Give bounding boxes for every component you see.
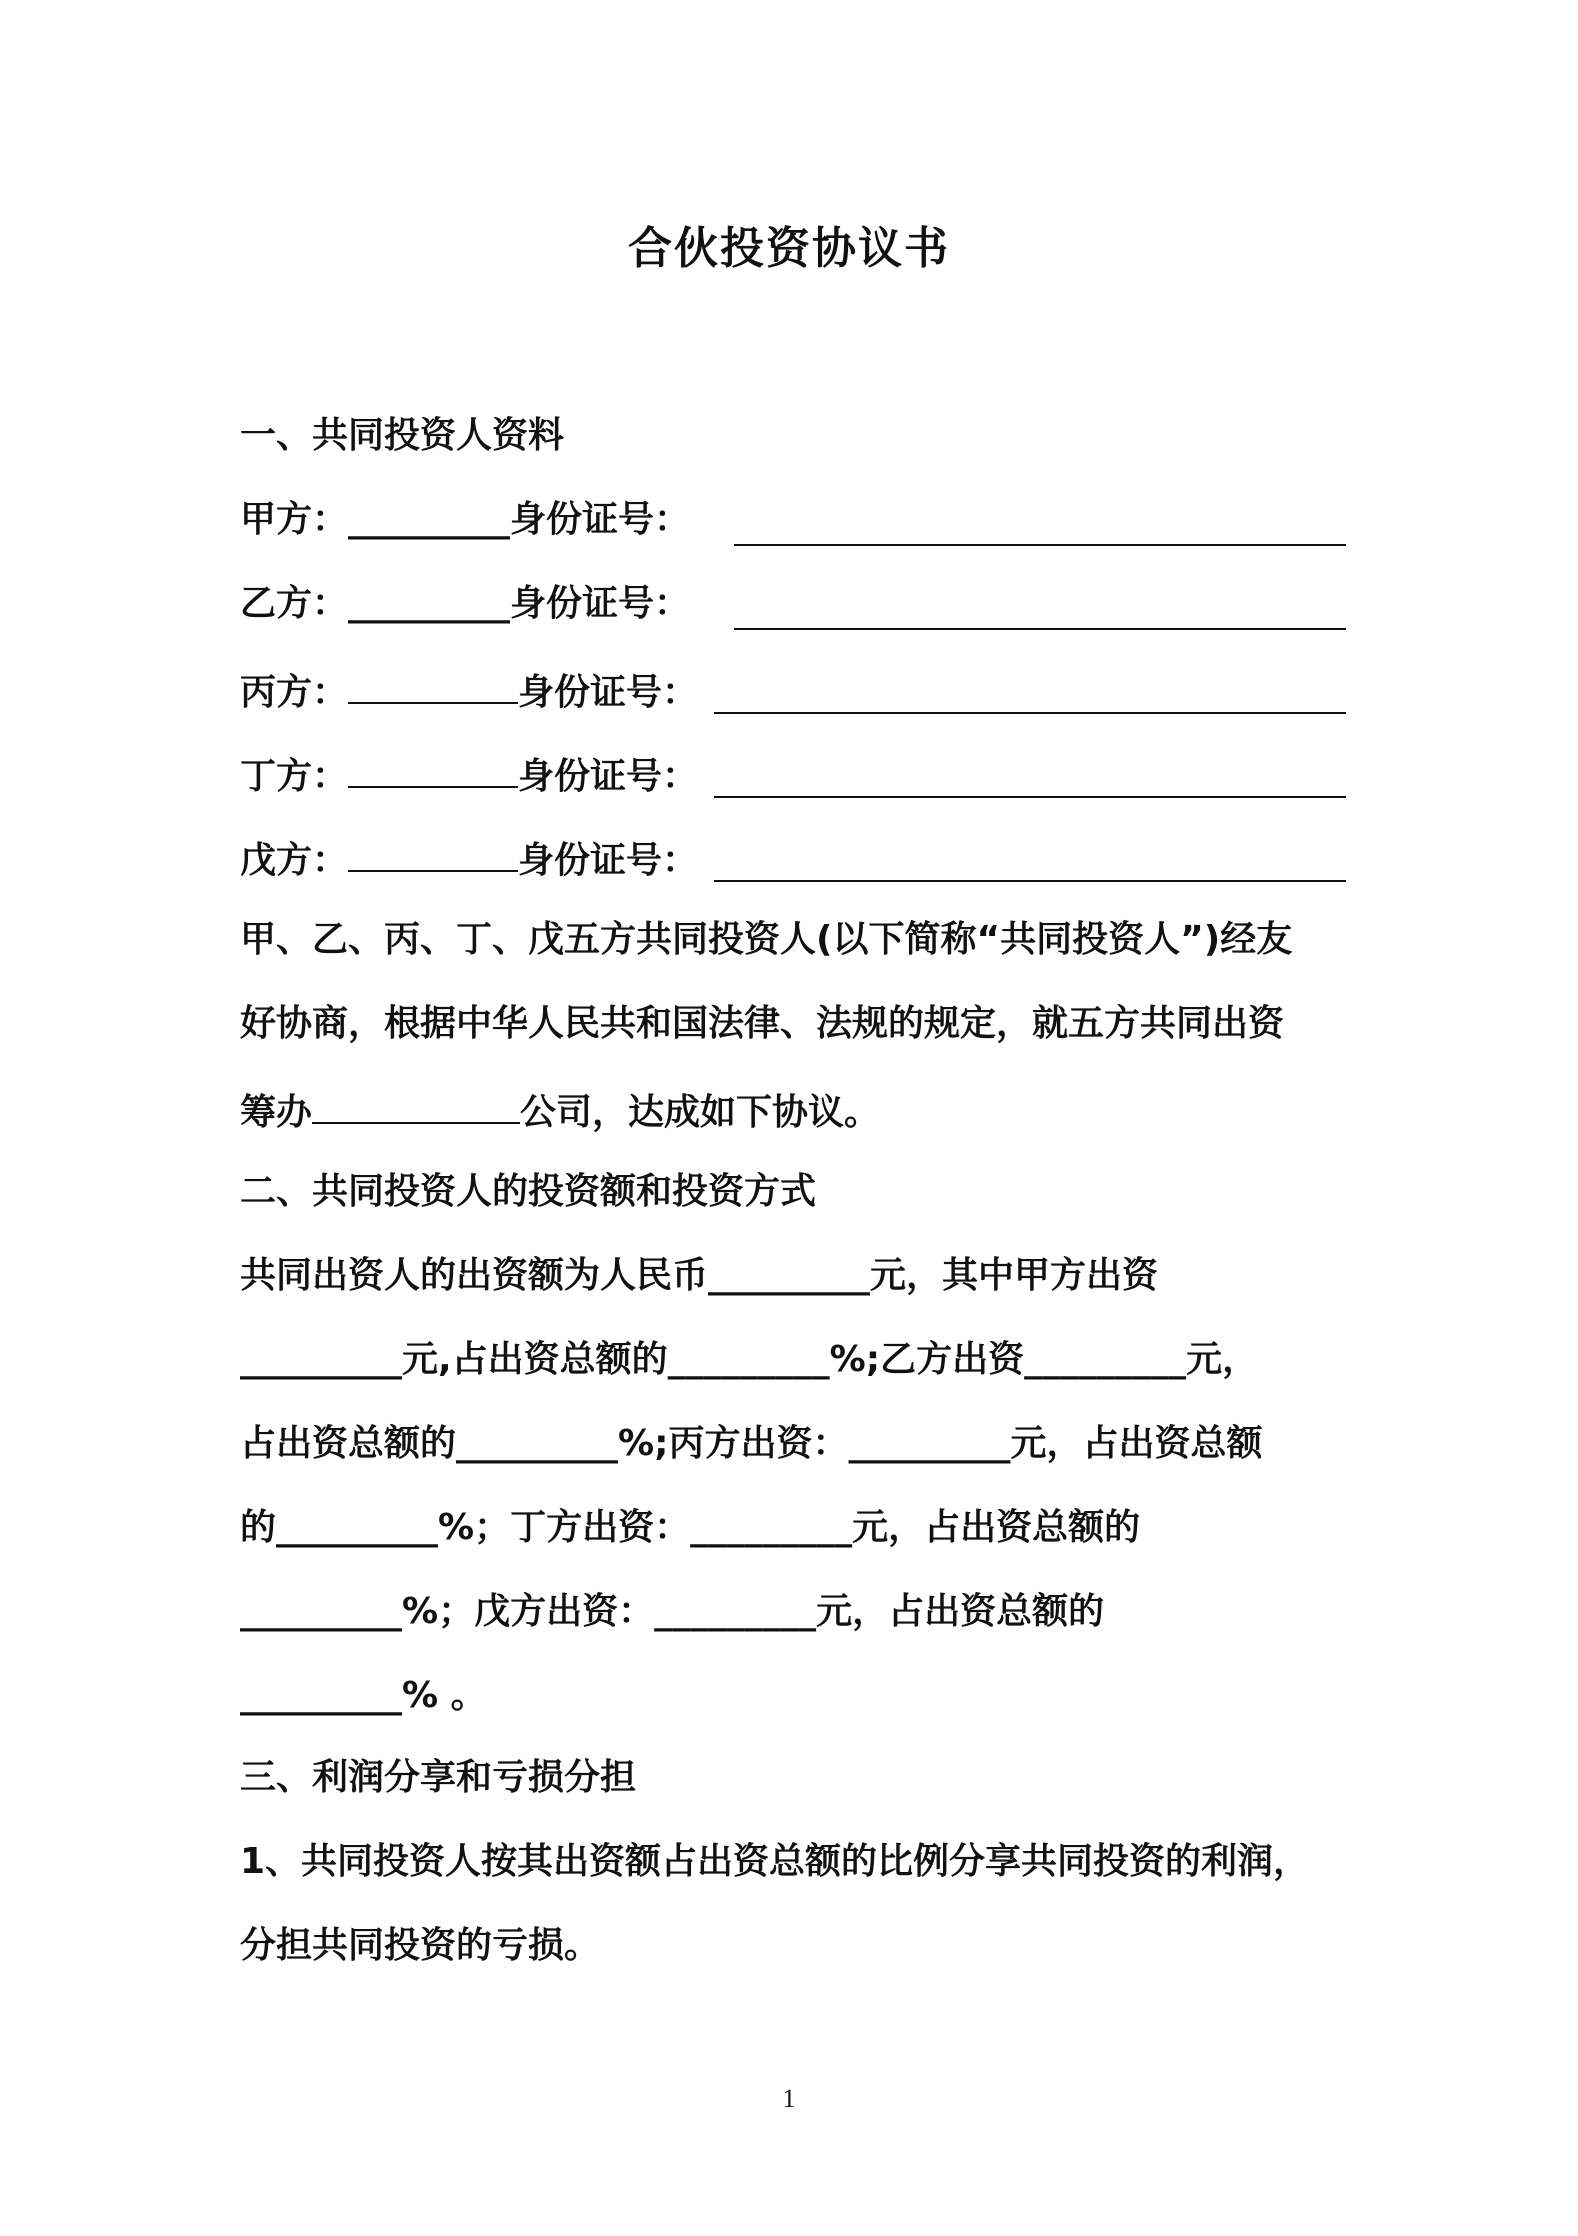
party-b-id-field[interactable]	[734, 628, 1346, 630]
section-2-heading: 二、共同投资人的投资额和投资方式	[240, 1171, 817, 1212]
investment-line-6: _________% 。	[240, 1675, 487, 1716]
party-b-name-blank[interactable]: _________	[348, 583, 511, 624]
party-e-label: 戊方：	[240, 840, 349, 881]
party-c-id-label: 身份证号：	[518, 672, 699, 713]
party-a-id-field[interactable]	[734, 544, 1346, 546]
party-d-row	[240, 748, 698, 801]
party-d-name-field[interactable]	[348, 748, 518, 788]
party-a-id-label: 身份证号：	[510, 499, 691, 540]
party-e-row	[240, 832, 698, 885]
intro-line-3-prefix: 筹办	[240, 1092, 313, 1133]
investment-line-2: _________元,占出资总额的_________%;乙方出资_________元，	[240, 1339, 1259, 1380]
party-b-row	[240, 580, 690, 628]
party-e-name-field[interactable]	[348, 832, 518, 872]
intro-line-3-suffix: 公司，达成如下协议。	[520, 1092, 881, 1133]
party-d-id-label: 身份证号：	[518, 756, 699, 797]
investment-line-3: 占出资总额的_________%;丙方出资：_________元，占出资总额	[240, 1423, 1263, 1464]
investment-line-4: 的_________%；丁方出资：_________元，占出资总额的	[240, 1507, 1141, 1548]
party-c-label: 丙方：	[240, 672, 349, 713]
document-title: 合伙投资协议书	[628, 223, 950, 274]
profit-line-2: 分担共同投资的亏损。	[240, 1925, 601, 1966]
party-a-row	[240, 496, 690, 544]
party-d-label: 丁方：	[240, 756, 349, 797]
section-1-heading: 一、共同投资人资料	[240, 415, 565, 456]
party-e-id-label: 身份证号：	[518, 840, 699, 881]
party-c-row	[240, 664, 698, 717]
party-a-label: 甲方：	[240, 499, 349, 540]
party-e-id-field[interactable]	[714, 880, 1346, 882]
profit-line-1: 1、共同投资人按其出资额占出资总额的比例分享共同投资的利润，	[240, 1841, 1310, 1882]
intro-line-3	[240, 1084, 880, 1137]
party-c-id-field[interactable]	[714, 712, 1346, 714]
party-b-id-label: 身份证号：	[510, 583, 691, 624]
page-number: 1	[782, 2084, 796, 2113]
investment-line-1: 共同出资人的出资额为人民币_________元，其中甲方出资	[240, 1255, 1159, 1296]
party-d-id-field[interactable]	[714, 796, 1346, 798]
party-c-name-field[interactable]	[348, 664, 518, 704]
party-a-name-blank[interactable]: _________	[348, 499, 511, 540]
intro-line-2: 好协商，根据中华人民共和国法律、法规的规定，就五方共同出资	[240, 1003, 1285, 1044]
party-b-label: 乙方：	[240, 583, 349, 624]
company-name-field[interactable]	[312, 1084, 520, 1124]
section-3-heading: 三、利润分享和亏损分担	[240, 1757, 637, 1798]
intro-line-1: 甲、乙、丙、丁、戊五方共同投资人(以下简称“共同投资人”)经友	[240, 919, 1293, 960]
investment-line-5: _________%；戊方出资：_________元，占出资总额的	[240, 1591, 1105, 1632]
